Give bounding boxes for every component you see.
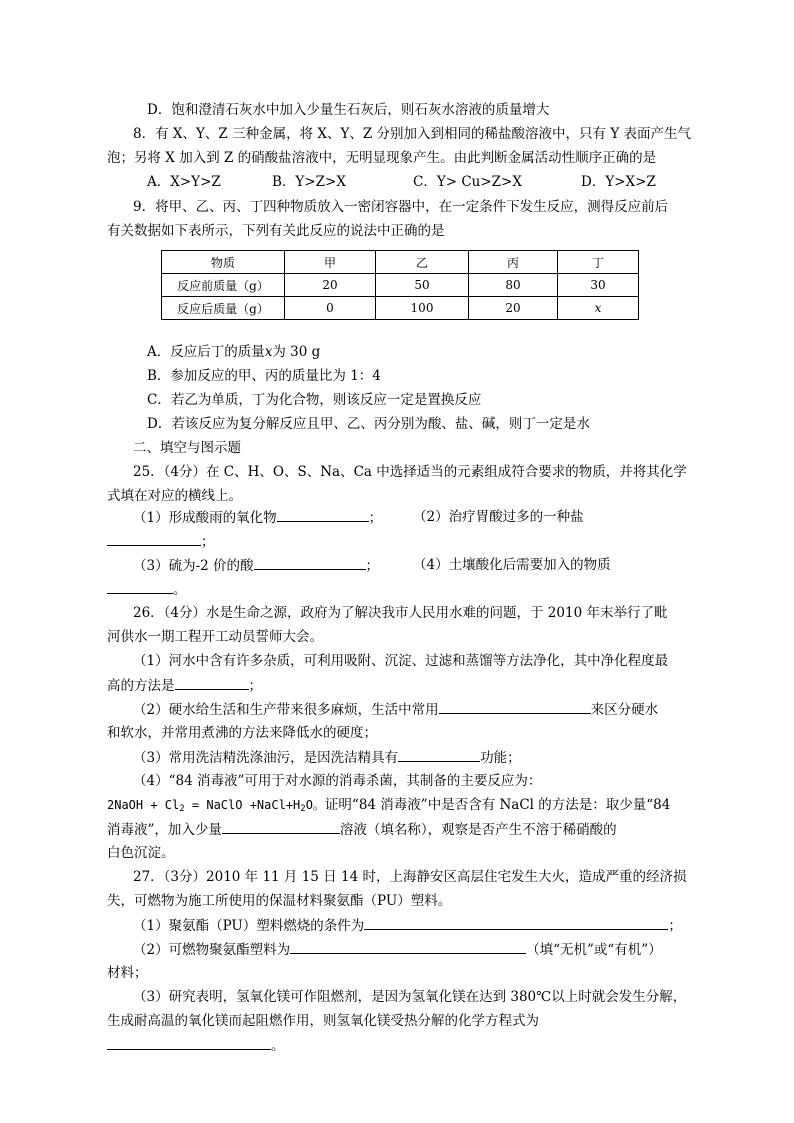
q25-item-2: （2）治疗胃酸过多的一种盐 — [413, 509, 584, 525]
answer-blank[interactable] — [107, 579, 173, 594]
q9-option-a-suffix: 为 30 g — [272, 344, 321, 360]
answer-blank[interactable] — [175, 675, 249, 690]
q26-item-1a: （1）河水中含有许多杂质，可利用吸附、沉淀、过滤和蒸馏等方法净化，其中净化程度最 — [133, 653, 669, 669]
answer-blank[interactable] — [290, 939, 526, 954]
answer-blank[interactable] — [222, 819, 340, 834]
q27-stem-line1: 27．（3分）2010 年 11 月 15 日 14 时，上海静安区高层住宅发生大火，造成严重的经济损 — [133, 869, 687, 885]
table-header-cell: 物质 — [162, 251, 285, 274]
q26-item-1b — [107, 675, 262, 696]
q25-item-3 — [133, 555, 379, 576]
q25-item-4: （4）土壤酸化后需要加入的物质 — [413, 557, 611, 573]
q8-option-b: B．Y>Z>X — [272, 174, 346, 190]
q27-item-2 — [133, 939, 662, 960]
q26-equation — [107, 798, 325, 812]
q27-item-1 — [133, 915, 682, 936]
q27-item-3b: 生成耐高温的氧化镁而起阻燃作用，则氢氧化镁受热分解的化学方程式为 — [107, 1013, 539, 1029]
table-cell: 30 — [558, 274, 639, 297]
answer-blank[interactable] — [398, 747, 480, 762]
table-cell: 80 — [469, 274, 558, 297]
q8-option-a: A．X>Y>Z — [147, 174, 221, 190]
q26-item-1-semicolon: ； — [248, 678, 262, 694]
q9-data-table — [161, 250, 639, 320]
q26-item-4c-label: 消毒液”，加入少量 — [107, 822, 222, 838]
q25-item-3-label: （3）硫为-2 价的酸 — [133, 558, 254, 574]
answer-blank[interactable] — [277, 507, 369, 522]
table-header-cell: 丁 — [558, 251, 639, 274]
table-cell: 20 — [469, 297, 558, 320]
q26-item-4d: 白色沉淀。 — [107, 845, 175, 861]
answer-blank[interactable] — [439, 699, 591, 714]
q25-item-2-cont — [107, 531, 215, 552]
q25-item-2-semicolon: ； — [201, 534, 215, 550]
equation-part: O。 — [305, 798, 325, 812]
table-row — [162, 274, 639, 297]
table-cell: 20 — [285, 274, 376, 297]
table-cell: x — [558, 297, 639, 320]
q27-item-1-semicolon: ； — [668, 918, 682, 934]
q26-item-4b-rest: 证明“84 消毒液”中是否含有 NaCl 的方法是：取少量“84 — [324, 797, 671, 813]
table-cell: 反应后质量（g） — [162, 297, 285, 320]
q8-stem-line1: 8．有 X、Y、Z 三种金属，将 X、Y、Z 分别加入到相同的稀盐酸溶液中，只有 Y 表面产生气 — [133, 126, 692, 142]
q27-item-2-label: （2）可燃物聚氨酯塑料为 — [133, 942, 291, 958]
q26-stem-line2: 河供水一期工程开工动员誓师大会。 — [107, 629, 323, 645]
table-cell: 0 — [285, 297, 376, 320]
q25-item-1-label: （1）形成酸雨的氧化物 — [133, 510, 277, 526]
table-header-cell: 乙 — [376, 251, 469, 274]
q26-item-2a-end: 来区分硬水 — [590, 702, 659, 718]
q26-item-2a — [133, 699, 658, 720]
equation-part: 2NaOH + Cl — [107, 798, 180, 812]
q9-stem-line2: 有关数据如下表所示，下列有关此反应的说法中正确的是 — [107, 223, 445, 239]
q8-stem-line2: 泡；另将 X 加入到 Z 的硝酸盐溶液中，无明显现象产生。由此判断金属活动性顺序正确的是 — [107, 150, 657, 166]
q25-stem-line2: 式填在对应的横线上。 — [107, 488, 242, 504]
table-cell: 反应前质量（g） — [162, 274, 285, 297]
q27-item-3a: （3）研究表明，氢氧化镁可作阻燃剂，是因为氢氧化镁在达到 380℃以上时就会发生分解， — [133, 989, 687, 1005]
q8-option-d: D．Y>X>Z — [581, 174, 656, 190]
answer-blank[interactable] — [107, 1035, 271, 1050]
table-header-cell: 甲 — [285, 251, 376, 274]
q27-stem-line2: 失，可燃物为施工所使用的保温材料聚氨酯（PU）塑料。 — [107, 893, 452, 909]
q26-item-4a: （4）“84 消毒液”可用于对水源的消毒杀菌，其制备的主要反应为： — [133, 773, 542, 789]
table-header-row — [162, 251, 639, 274]
q26-item-3-label: （3）常用洗洁精洗涤油污，是因洗洁精具有 — [133, 750, 399, 766]
q26-item-2a-label: （2）硬水给生活和生产带来很多麻烦，生活中常用 — [133, 702, 439, 718]
q26-item-3 — [133, 747, 521, 768]
q8-option-c: C．Y> Cu>Z>X — [413, 174, 522, 190]
q27-item-3-end: 。 — [271, 1038, 285, 1054]
q9-option-d: D．若该反应为复分解反应且甲、乙、丙分别为酸、盐、碱，则丁一定是水 — [147, 416, 590, 432]
answer-blank[interactable] — [107, 531, 201, 546]
equation-subscript: 2 — [300, 804, 306, 814]
q27-item-1-label: （1）聚氨酯（PU）塑料燃烧的条件为 — [133, 918, 365, 934]
q27-item-2-end: （填“无机”或“有机”） — [526, 942, 662, 958]
q7-option-d: D．饱和澄清石灰水中加入少量生石灰后，则石灰水溶液的质量增大 — [147, 102, 550, 118]
q9-option-a-prefix: A．反应后丁的质量 — [147, 344, 265, 360]
answer-blank[interactable] — [254, 555, 366, 570]
q26-stem-line1: 26．（4分）水是生命之源，政府为了解决我市人民用水难的问题，于 2010 年末举行了毗 — [133, 605, 668, 621]
q9-option-a-var: x — [264, 344, 273, 360]
q25-item-4-end: 。 — [173, 582, 187, 598]
section-title: 二、填空与图示题 — [133, 440, 241, 456]
q25-item-1 — [133, 507, 382, 528]
table-header-cell: 丙 — [469, 251, 558, 274]
answer-blank[interactable] — [364, 915, 668, 930]
q25-item-4-cont — [107, 579, 187, 600]
q26-item-3-end: 功能； — [480, 750, 521, 766]
q26-item-4c — [107, 819, 617, 840]
table-cell: 50 — [376, 274, 469, 297]
table-row — [162, 297, 639, 320]
q9-stem-line1: 9．将甲、乙、丙、丁四种物质放入一密闭容器中，在一定条件下发生反应，测得反应前后 — [133, 199, 669, 215]
q9-option-c: C．若乙为单质，丁为化合物，则该反应一定是置换反应 — [147, 392, 482, 408]
q27-item-3c — [107, 1035, 285, 1056]
q25-stem-line1: 25．（4分）在 C、H、O、S、Na、Ca 中选择适当的元素组成符合要求的物质，并将其化学 — [133, 464, 687, 480]
table-cell: 100 — [376, 297, 469, 320]
q27-item-2b: 材料； — [107, 965, 148, 981]
q25-item-1-semicolon: ； — [368, 510, 383, 526]
equation-subscript: 2 — [179, 804, 185, 814]
q26-item-2b: 和软水，并常用煮沸的方法来降低水的硬度； — [107, 725, 377, 741]
equation-part: = NaClO +NaCl+H — [184, 798, 301, 812]
q25-item-3-semicolon: ； — [365, 558, 380, 574]
q9-option-b: B．参加反应的甲、丙的质量比为 1：4 — [147, 368, 381, 384]
q26-item-4c-end: 溶液（填名称），观察是否产生不溶于稀硝酸的 — [339, 822, 617, 838]
q9-option-a — [147, 342, 320, 362]
q26-item-4b — [107, 795, 670, 819]
q26-item-1b-label: 高的方法是 — [107, 678, 175, 694]
